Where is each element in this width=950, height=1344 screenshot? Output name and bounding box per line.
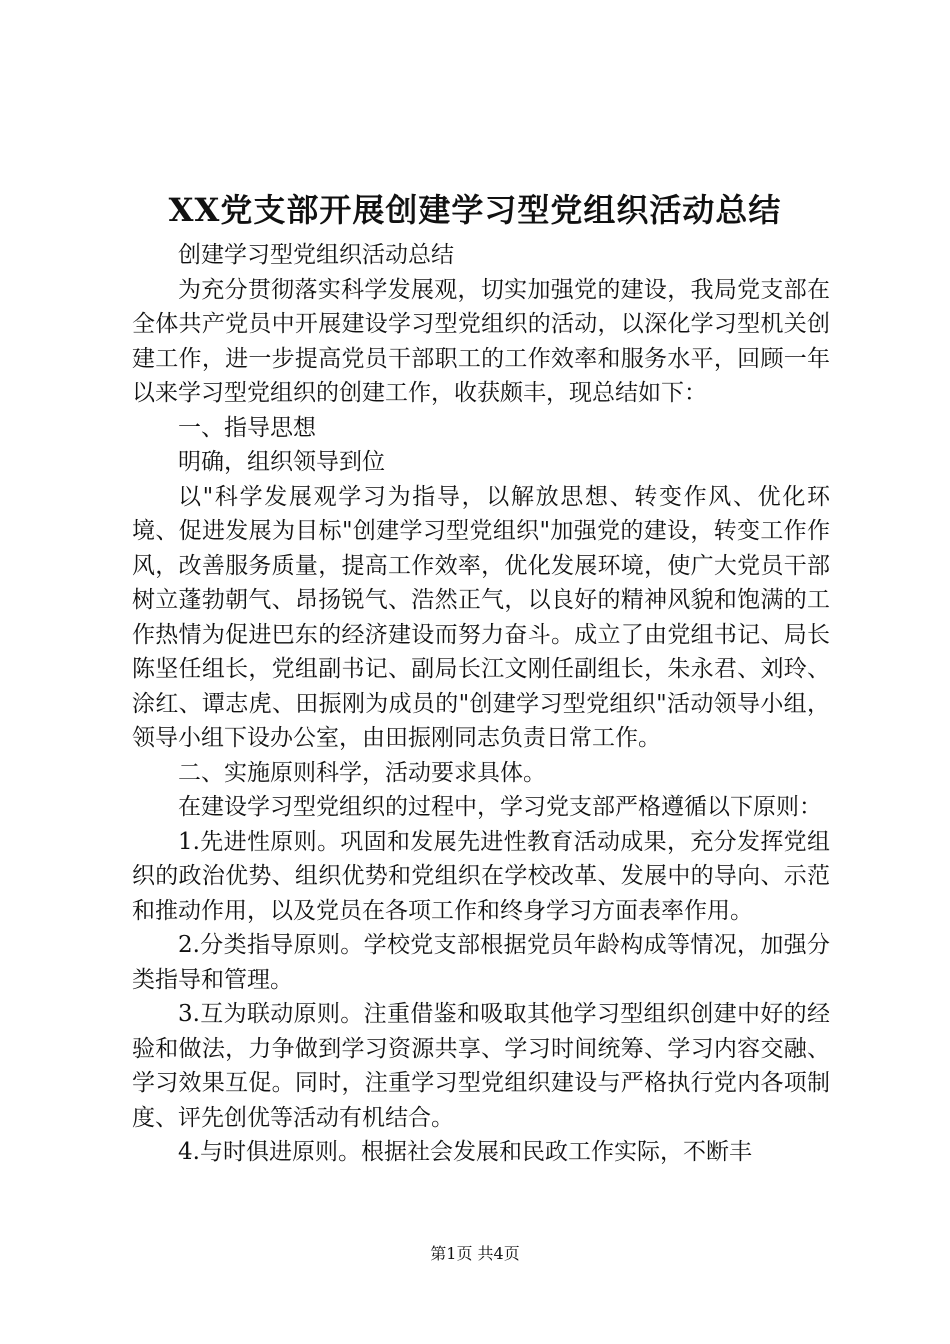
guidance-paragraph: 以"科学发展观学习为指导，以解放思想、转变作风、优化环境、促进发展为目标"创建学习型党组织"加强党的建设，转变工作作风，改善服务质量，提高工作效率，优化发展环境，使广大党员干部树立蓬勃朝气、昂扬锐气、浩然正气，以良好的精神风貌和饱满的工作热情为促进巴东的经济建设而努力奋斗。成立了由党组书记、局长陈坚任组长，党组副书记、副局长江文刚任副组长，朱永君、刘玲、涂红、谭志虎、田振刚为成员的"创建学习型党组织"活动领导小组，领导小组下设办公室，由田振刚同志负责日常工作。 (132, 483, 830, 751)
principle-3-paragraph: 3.互为联动原则。注重借鉴和吸取其他学习型组织创建中好的经验和做法，力争做到学习资源共享、学习时间统筹、学习内容交融、学习效果互促。同时，注重学习型党组织建设与严格执行党内各项制度、评先创优等活动有机结合。 (132, 1001, 830, 1131)
document-body (132, 238, 830, 1170)
section-heading-2: 二、实施原则科学，活动要求具体。 (178, 759, 546, 786)
section-subheading: 明确，组织领导到位 (178, 449, 385, 475)
principle-1-paragraph: 1.先进性原则。巩固和发展先进性教育活动成果，充分发挥党组织的政治优势、组织优势和党组织在学校改革、发展中的导向、示范和推动作用，以及党员在各项工作和终身学习方面表率作用。 (132, 828, 830, 924)
subtitle-paragraph: 创建学习型党组织活动总结 (178, 242, 454, 268)
page-number-footer: 第1页 共4页 (430, 1244, 520, 1263)
section-heading-1: 一、指导思想 (178, 414, 316, 441)
document-title: XX党支部开展创建学习型党组织活动总结 (168, 191, 782, 229)
principles-intro-paragraph: 在建设学习型党组织的过程中，学习党支部严格遵循以下原则： (178, 794, 822, 820)
principle-4-paragraph: 4.与时俱进原则。根据社会发展和民政工作实际，不断丰 (178, 1139, 752, 1165)
principle-2-paragraph: 2.分类指导原则。学校党支部根据党员年龄构成等情况，加强分类指导和管理。 (132, 932, 830, 993)
intro-paragraph: 为充分贯彻落实科学发展观，切实加强党的建设，我局党支部在全体共产党员中开展建设学习型党组织的活动，以深化学习型机关创建工作，进一步提高党员干部职工的工作效率和服务水平，回顾一年以来学习型党组织的创建工作，收获颇丰，现总结如下： (132, 276, 830, 406)
